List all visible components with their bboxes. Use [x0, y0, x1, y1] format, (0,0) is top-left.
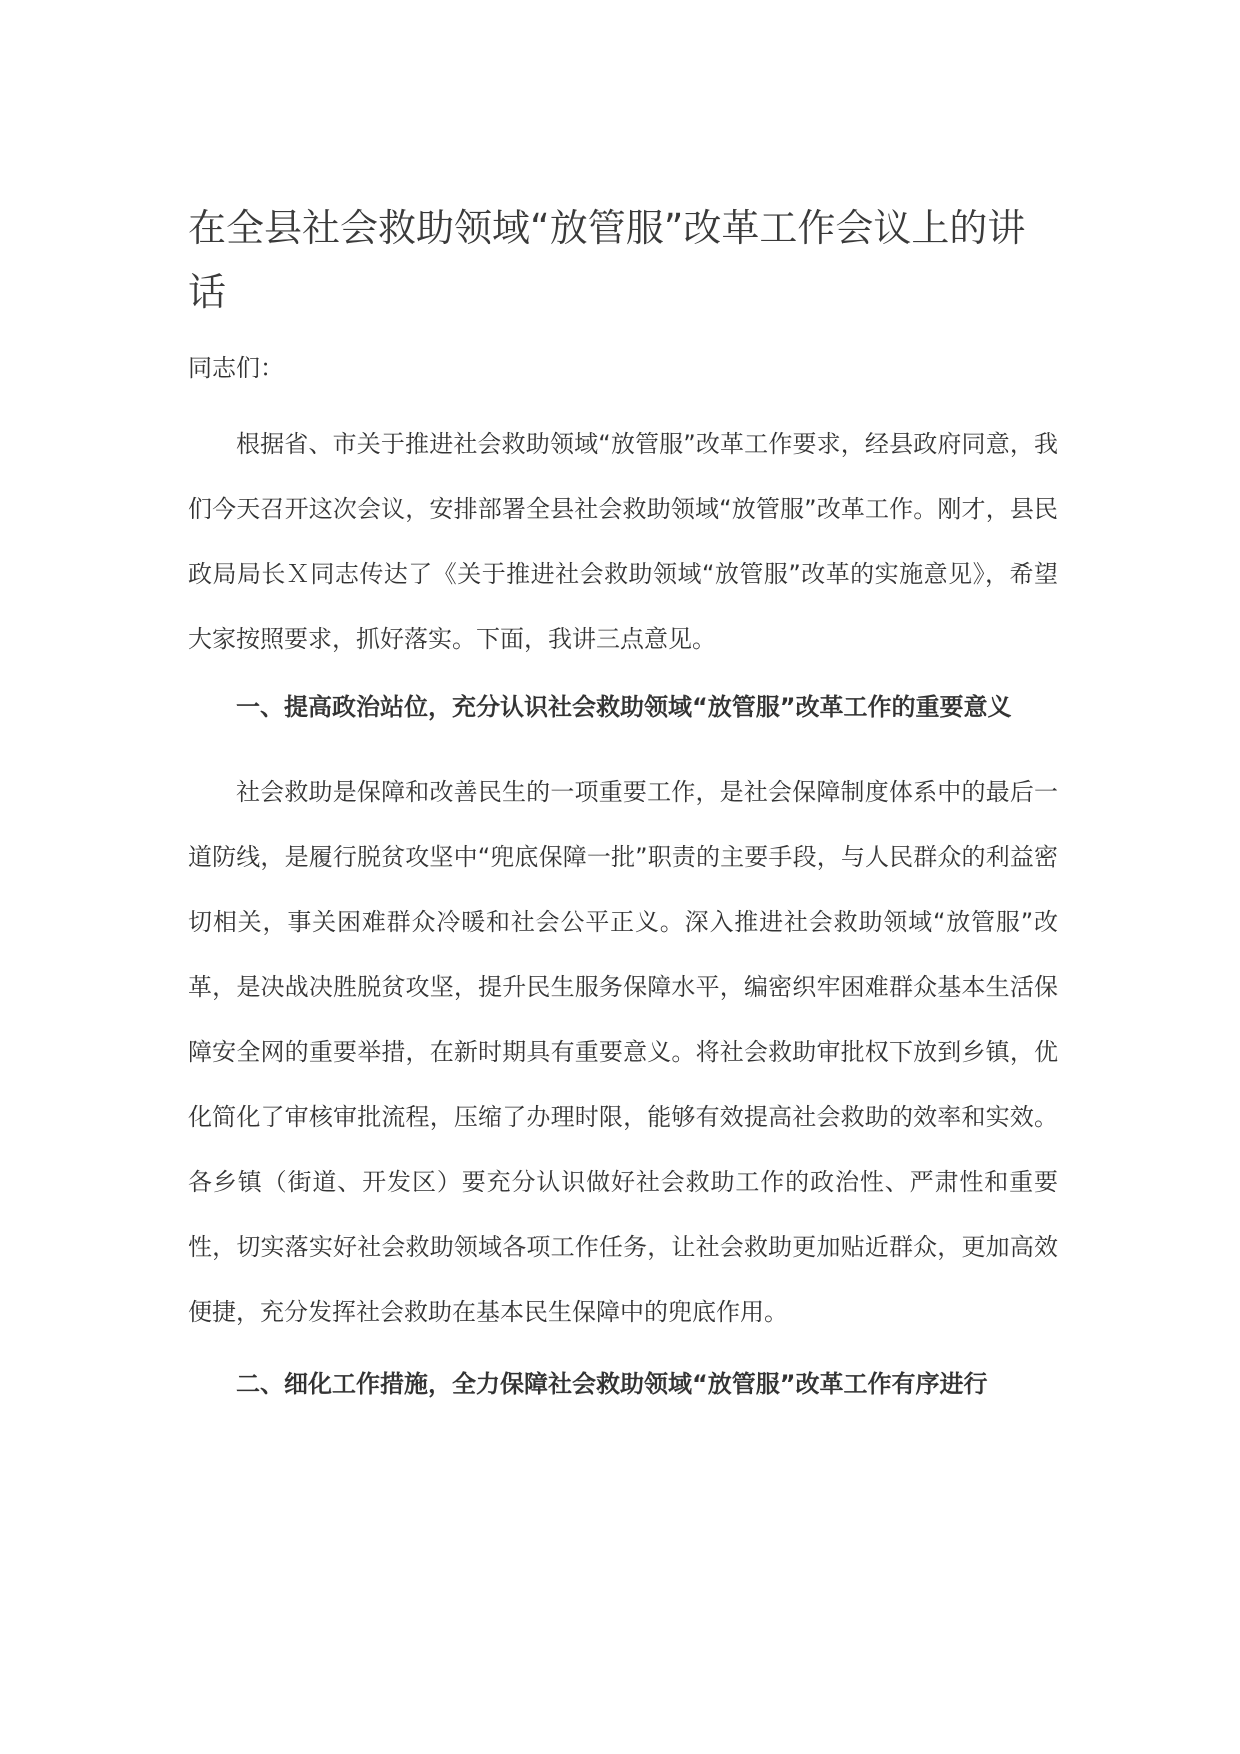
section-2-heading: 二、细化工作措施，全力保障社会救助领域“放管服”改革工作有序进行: [236, 1370, 988, 1398]
salutation: 同志们：: [188, 354, 284, 382]
intro-paragraph: 根据省、市关于推进社会救助领域“放管服”改革工作要求，经县政府同意，我们今天召开这次会议，安排部署全县社会救助领域“放管服”改革工作。刚才，县民政局局长Ｘ同志传达了《关于推进社会救助领域“放管服”改革的实施意见》，希望大家按照要求，抓好落实。下面，我讲三点意见。: [188, 430, 1058, 653]
section-1-paragraph: 社会救助是保障和改善民生的一项重要工作，是社会保障制度体系中的最后一道防线，是履行脱贫攻坚中“兜底保障一批”职责的主要手段，与人民群众的利益密切相关，事关困难群众冷暖和社会公平正义。深入推进社会救助领域“放管服”改革，是决战决胜脱贫攻坚，提升民生服务保障水平，编密织牢困难群众基本生活保障安全网的重要举措，在新时期具有重要意义。将社会救助审批权下放到乡镇，优化简化了审核审批流程，压缩了办理时限，能够有效提高社会救助的效率和实效。各乡镇（街道、开发区）要充分认识做好社会救助工作的政治性、严肃性和重要性，切实落实好社会救助领域各项工作任务，让社会救助更加贴近群众，更加高效便捷，充分发挥社会救助在基本民生保障中的兜底作用。: [188, 778, 1058, 1326]
document-body: [188, 196, 1058, 1401]
section-1-heading: 一、提高政治站位，充分认识社会救助领域“放管服”改革工作的重要意义: [236, 693, 1012, 721]
document-title: 在全县社会救助领域“放管服”改革工作会议上的讲话: [188, 206, 1026, 314]
